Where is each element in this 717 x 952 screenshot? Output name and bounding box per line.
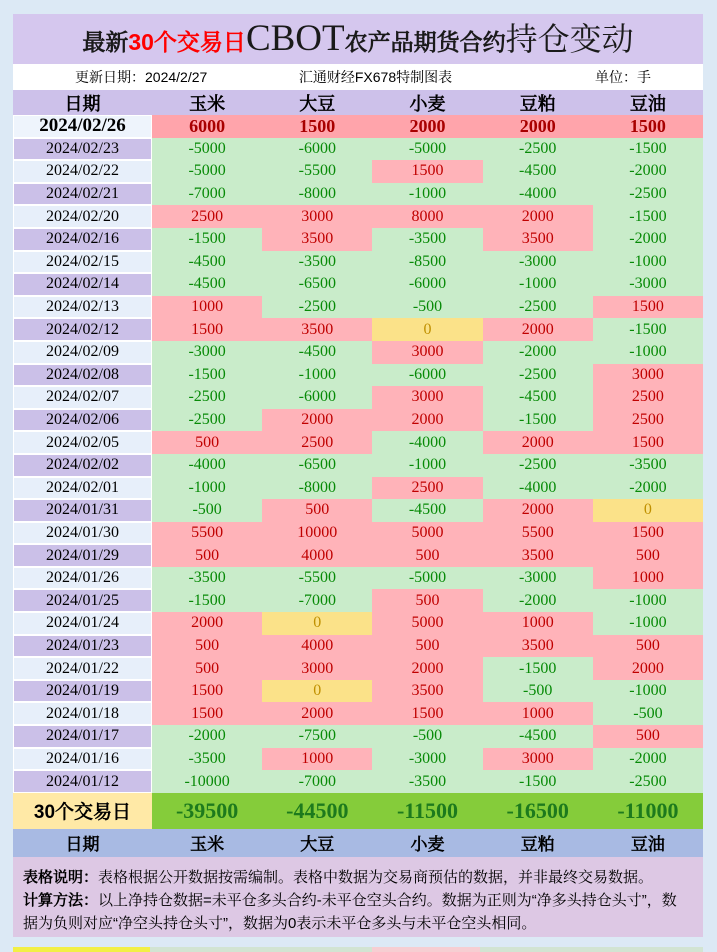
row-value: 2500 xyxy=(262,431,372,454)
row-value: 1000 xyxy=(593,567,703,590)
row-value: 5500 xyxy=(152,522,262,545)
row-value: -7000 xyxy=(262,770,372,793)
row-value: -5000 xyxy=(152,160,262,183)
row-value: -1000 xyxy=(262,364,372,387)
row-value: 3000 xyxy=(483,748,593,771)
row-value: 1500 xyxy=(593,115,703,138)
table-row xyxy=(13,544,703,567)
notes-label-2: 计算方法： xyxy=(23,891,99,909)
row-value: 500 xyxy=(372,544,482,567)
row-value: -1000 xyxy=(152,477,262,500)
row-date: 2024/01/25 xyxy=(13,589,152,612)
table-row xyxy=(13,702,703,725)
row-value: -8500 xyxy=(372,251,482,274)
row-value: -1500 xyxy=(152,364,262,387)
row-value: 2000 xyxy=(483,499,593,522)
row-value: 2000 xyxy=(262,702,372,725)
source-label: 汇通财经FX678特制图表 xyxy=(298,69,453,85)
row-value: -7000 xyxy=(262,589,372,612)
row-value: -1000 xyxy=(483,273,593,296)
row-value: 1000 xyxy=(262,748,372,771)
row-value: -2000 xyxy=(593,160,703,183)
row-date: 2024/02/08 xyxy=(13,364,152,387)
row-date: 2024/02/20 xyxy=(13,205,152,228)
row-value: 3500 xyxy=(262,228,372,251)
row-value: -4000 xyxy=(483,183,593,206)
row-value: 3500 xyxy=(262,318,372,341)
table-row xyxy=(13,409,703,432)
row-value: -3000 xyxy=(372,748,482,771)
row-value: -3000 xyxy=(593,273,703,296)
column-header-3: 小麦 xyxy=(409,93,446,114)
table-row xyxy=(13,612,703,635)
table-row xyxy=(13,296,703,319)
row-value: 1500 xyxy=(152,680,262,703)
row-value: 500 xyxy=(152,635,262,658)
row-date: 2024/01/26 xyxy=(13,567,152,590)
color-strip-segment xyxy=(480,947,703,952)
row-value: -1500 xyxy=(152,589,262,612)
row-value: 1000 xyxy=(152,296,262,319)
row-value: -500 xyxy=(483,680,593,703)
row-value: 2500 xyxy=(593,409,703,432)
meta-bar xyxy=(13,64,703,90)
row-value: -7000 xyxy=(152,183,262,206)
row-value: -2500 xyxy=(262,296,372,319)
table-notes xyxy=(13,857,703,937)
table-row xyxy=(13,205,703,228)
row-value: -6000 xyxy=(262,386,372,409)
row-value: 3500 xyxy=(372,680,482,703)
row-value: -6000 xyxy=(372,273,482,296)
row-value: -4000 xyxy=(152,454,262,477)
row-date: 2024/01/18 xyxy=(13,702,152,725)
row-value: 3000 xyxy=(262,205,372,228)
footer-column-header-4: 豆粕 xyxy=(520,835,555,855)
row-value: -1500 xyxy=(593,318,703,341)
footer-column-header-2: 大豆 xyxy=(300,835,335,855)
row-value: 500 xyxy=(372,589,482,612)
row-value: -4000 xyxy=(372,431,482,454)
title-suffix: 持仓变动 xyxy=(505,21,634,57)
notes-line-1 xyxy=(23,866,691,889)
row-value: -3000 xyxy=(483,567,593,590)
row-value: -4500 xyxy=(262,341,372,364)
notes-label-1: 表格说明： xyxy=(23,868,99,886)
row-value: -1500 xyxy=(593,205,703,228)
footer-column-header-0: 日期 xyxy=(65,835,100,855)
footer-column-header-3: 小麦 xyxy=(410,835,445,855)
row-value: -4500 xyxy=(372,499,482,522)
row-value: -6500 xyxy=(262,273,372,296)
row-value: -4000 xyxy=(483,477,593,500)
row-value: -2500 xyxy=(152,409,262,432)
row-value: -1500 xyxy=(483,770,593,793)
row-value: -500 xyxy=(372,725,482,748)
table-row xyxy=(13,454,703,477)
table-row xyxy=(13,657,703,680)
row-value: 2000 xyxy=(372,115,482,138)
row-value: 1000 xyxy=(483,702,593,725)
row-value: -2500 xyxy=(483,454,593,477)
row-value: 1500 xyxy=(152,702,262,725)
table-row xyxy=(13,251,703,274)
row-date: 2024/02/05 xyxy=(13,431,152,454)
row-date: 2024/02/01 xyxy=(13,477,152,500)
row-value: 2000 xyxy=(372,657,482,680)
row-value: 2000 xyxy=(262,409,372,432)
table-row xyxy=(13,431,703,454)
row-date: 2024/02/22 xyxy=(13,160,152,183)
row-date: 2024/02/21 xyxy=(13,183,152,206)
row-value: 0 xyxy=(372,318,482,341)
total-value: -16500 xyxy=(483,793,593,829)
row-value: 1000 xyxy=(483,612,593,635)
row-value: 500 xyxy=(262,499,372,522)
row-value: 2000 xyxy=(372,409,482,432)
row-value: -5500 xyxy=(262,567,372,590)
table-row xyxy=(13,589,703,612)
row-value: 500 xyxy=(593,725,703,748)
row-value: -1000 xyxy=(593,341,703,364)
row-value: -1500 xyxy=(483,409,593,432)
table-row xyxy=(13,477,703,500)
row-value: -3000 xyxy=(483,251,593,274)
row-date: 2024/02/07 xyxy=(13,386,152,409)
notes-text-2: 以上净持仓数据=未平仓多头合约-未平仓空头合约。数据为正则为“净多头持仓头寸”，数据为负则对应“净空头持仓头寸”，数据为0表示未平仓多头与未平仓空头相同。 xyxy=(23,891,677,932)
row-value: 2000 xyxy=(483,115,593,138)
row-value: 2500 xyxy=(152,205,262,228)
row-value: 0 xyxy=(262,680,372,703)
title-highlight: 30个交易日 xyxy=(128,29,246,55)
row-value: -3500 xyxy=(152,748,262,771)
row-value: 6000 xyxy=(152,115,262,138)
row-value: -4500 xyxy=(483,160,593,183)
row-value: -2500 xyxy=(483,138,593,161)
row-value: 500 xyxy=(152,657,262,680)
unit-label: 单位：手 xyxy=(595,69,651,85)
row-date: 2024/01/12 xyxy=(13,770,152,793)
table-row xyxy=(13,725,703,748)
row-date: 2024/02/06 xyxy=(13,409,152,432)
row-value: -5000 xyxy=(152,138,262,161)
row-value: -6000 xyxy=(262,138,372,161)
column-header-0: 日期 xyxy=(64,93,101,114)
row-date: 2024/02/16 xyxy=(13,228,152,251)
color-strip-segment xyxy=(150,947,372,952)
row-value: -6000 xyxy=(372,364,482,387)
table-row xyxy=(13,770,703,793)
title-middle: 农产品期货合约 xyxy=(344,29,506,55)
row-value: -2000 xyxy=(483,589,593,612)
table-row xyxy=(13,318,703,341)
row-value: -2000 xyxy=(593,748,703,771)
row-value: 3000 xyxy=(372,341,482,364)
total-value: -11000 xyxy=(593,793,703,829)
row-date: 2024/02/15 xyxy=(13,251,152,274)
row-date: 2024/01/17 xyxy=(13,725,152,748)
row-value: 0 xyxy=(262,612,372,635)
row-value: -6500 xyxy=(262,454,372,477)
table-row xyxy=(13,680,703,703)
row-date: 2024/01/31 xyxy=(13,499,152,522)
row-value: -5500 xyxy=(262,160,372,183)
table-row xyxy=(13,115,703,138)
table-row xyxy=(13,228,703,251)
row-date: 2024/01/24 xyxy=(13,612,152,635)
row-date: 2024/01/19 xyxy=(13,680,152,703)
row-date: 2024/02/23 xyxy=(13,138,152,161)
row-value: 3000 xyxy=(593,364,703,387)
row-date: 2024/02/13 xyxy=(13,296,152,319)
row-value: -3500 xyxy=(372,770,482,793)
row-value: -1500 xyxy=(483,657,593,680)
row-value: 1500 xyxy=(372,702,482,725)
row-value: 1500 xyxy=(372,160,482,183)
row-value: -1000 xyxy=(593,680,703,703)
row-date: 2024/01/30 xyxy=(13,522,152,545)
total-value: -39500 xyxy=(152,793,262,829)
title-prefix: 最新 xyxy=(82,29,129,55)
row-value: 2000 xyxy=(483,431,593,454)
row-value: 3000 xyxy=(262,657,372,680)
total-value: -11500 xyxy=(372,793,482,829)
row-date: 2024/02/09 xyxy=(13,341,152,364)
row-value: 5000 xyxy=(372,612,482,635)
row-value: 2000 xyxy=(152,612,262,635)
row-date: 2024/01/16 xyxy=(13,748,152,771)
color-strip-segment xyxy=(372,947,480,952)
table-row xyxy=(13,341,703,364)
row-value: 3500 xyxy=(483,228,593,251)
row-value: -2500 xyxy=(483,296,593,319)
row-value: -4500 xyxy=(483,386,593,409)
notes-line-2 xyxy=(23,889,691,935)
row-value: -5000 xyxy=(372,138,482,161)
row-value: 2000 xyxy=(483,205,593,228)
total-values xyxy=(152,793,703,829)
report-panel xyxy=(13,14,703,952)
table-row xyxy=(13,138,703,161)
row-value: -8000 xyxy=(262,477,372,500)
table-row xyxy=(13,386,703,409)
total-label: 30个交易日 xyxy=(13,793,152,829)
table-row xyxy=(13,160,703,183)
table-row xyxy=(13,499,703,522)
row-value: 2000 xyxy=(593,657,703,680)
row-value: -2500 xyxy=(593,183,703,206)
table-footer-header xyxy=(13,829,703,857)
table-body xyxy=(13,115,703,793)
row-value: 1500 xyxy=(593,296,703,319)
title-brand: CBOT xyxy=(245,18,345,59)
color-strip xyxy=(13,947,703,952)
row-value: -2000 xyxy=(483,341,593,364)
row-value: -4500 xyxy=(152,273,262,296)
row-value: 3000 xyxy=(372,386,482,409)
row-value: -1500 xyxy=(152,228,262,251)
row-value: -2500 xyxy=(483,364,593,387)
column-header-2: 大豆 xyxy=(299,93,336,114)
row-date: 2024/02/14 xyxy=(13,273,152,296)
row-value: 1500 xyxy=(152,318,262,341)
table-row xyxy=(13,183,703,206)
row-date: 2024/02/02 xyxy=(13,454,152,477)
row-value: 8000 xyxy=(372,205,482,228)
row-value: -2500 xyxy=(152,386,262,409)
row-value: 3500 xyxy=(483,544,593,567)
row-value: -4500 xyxy=(152,251,262,274)
row-value: 500 xyxy=(593,544,703,567)
row-value: -8000 xyxy=(262,183,372,206)
row-date: 2024/01/22 xyxy=(13,657,152,680)
row-value: -500 xyxy=(593,702,703,725)
column-header-1: 玉米 xyxy=(189,93,226,114)
row-value: -3500 xyxy=(593,454,703,477)
row-value: -2500 xyxy=(593,770,703,793)
row-value: 1500 xyxy=(262,115,372,138)
row-value: -2000 xyxy=(593,228,703,251)
row-value: 5500 xyxy=(483,522,593,545)
row-value: 2500 xyxy=(372,477,482,500)
color-strip-segment xyxy=(13,947,150,952)
page-title xyxy=(13,14,703,64)
footer-column-header-1: 玉米 xyxy=(190,835,225,855)
row-value: -500 xyxy=(372,296,482,319)
row-value: -500 xyxy=(152,499,262,522)
row-value: -10000 xyxy=(152,770,262,793)
row-value: 3500 xyxy=(483,635,593,658)
row-value: 2500 xyxy=(593,386,703,409)
row-date: 2024/01/29 xyxy=(13,544,152,567)
row-value: -3500 xyxy=(372,228,482,251)
row-value: 4000 xyxy=(262,544,372,567)
row-value: -1000 xyxy=(372,454,482,477)
table-header xyxy=(13,90,703,115)
row-value: -1000 xyxy=(593,612,703,635)
row-value: 5000 xyxy=(372,522,482,545)
row-value: 500 xyxy=(152,544,262,567)
footer-column-header-5: 豆油 xyxy=(630,835,665,855)
row-value: -5000 xyxy=(372,567,482,590)
row-value: 500 xyxy=(152,431,262,454)
row-date: 2024/01/23 xyxy=(13,635,152,658)
row-date: 2024/02/12 xyxy=(13,318,152,341)
row-value: 500 xyxy=(593,635,703,658)
row-value: -2000 xyxy=(152,725,262,748)
row-value: 2000 xyxy=(483,318,593,341)
column-header-4: 豆粕 xyxy=(519,93,556,114)
row-value: -3000 xyxy=(152,341,262,364)
total-value: -44500 xyxy=(262,793,372,829)
row-date: 2024/02/26 xyxy=(13,115,152,138)
row-value: 0 xyxy=(593,499,703,522)
table-row xyxy=(13,748,703,771)
update-date: 更新日期：2024/2/27 xyxy=(75,69,208,85)
row-value: -1000 xyxy=(372,183,482,206)
total-row xyxy=(13,793,703,829)
row-value: -1000 xyxy=(593,251,703,274)
table-row xyxy=(13,522,703,545)
row-value: -3500 xyxy=(262,251,372,274)
table-row xyxy=(13,364,703,387)
row-value: -4500 xyxy=(483,725,593,748)
column-header-5: 豆油 xyxy=(629,93,666,114)
table-row xyxy=(13,635,703,658)
row-value: -7500 xyxy=(262,725,372,748)
row-value: 500 xyxy=(372,635,482,658)
table-row xyxy=(13,273,703,296)
row-value: 10000 xyxy=(262,522,372,545)
table-row xyxy=(13,567,703,590)
row-value: -2000 xyxy=(593,477,703,500)
row-value: -1000 xyxy=(593,589,703,612)
row-value: 1500 xyxy=(593,522,703,545)
row-value: -3500 xyxy=(152,567,262,590)
notes-text-1: 表格根据公开数据按需编制。表格中数据为交易商预估的数据，并非最终交易数据。 xyxy=(98,868,654,886)
row-value: 1500 xyxy=(593,431,703,454)
row-value: -1500 xyxy=(593,138,703,161)
row-value: 4000 xyxy=(262,635,372,658)
